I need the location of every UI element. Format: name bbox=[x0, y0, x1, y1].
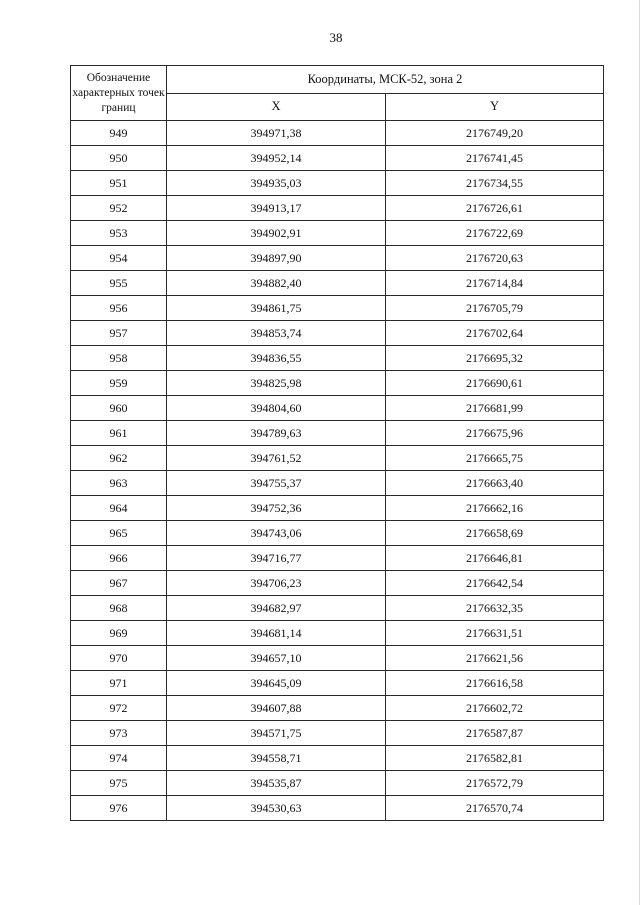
point-cell: 956 bbox=[71, 296, 167, 321]
table-row bbox=[71, 621, 604, 646]
point-cell: 976 bbox=[71, 796, 167, 821]
y-coordinate-cell: 2176663,40 bbox=[386, 471, 604, 496]
y-coordinate-cell: 2176726,61 bbox=[386, 196, 604, 221]
point-cell: 971 bbox=[71, 671, 167, 696]
x-coordinate-cell: 394607,88 bbox=[167, 696, 386, 721]
y-coordinate-cell: 2176572,79 bbox=[386, 771, 604, 796]
y-coordinate-cell: 2176695,32 bbox=[386, 346, 604, 371]
x-coordinate-cell: 394530,63 bbox=[167, 796, 386, 821]
y-coordinate-cell: 2176722,69 bbox=[386, 221, 604, 246]
point-cell: 972 bbox=[71, 696, 167, 721]
y-coordinate-cell: 2176642,54 bbox=[386, 571, 604, 596]
y-coordinate-cell: 2176690,61 bbox=[386, 371, 604, 396]
coordinates-group-header: Координаты, МСК-52, зона 2 bbox=[167, 66, 604, 94]
table-row bbox=[71, 396, 604, 421]
x-coordinate-cell: 394789,63 bbox=[167, 421, 386, 446]
table-row bbox=[71, 296, 604, 321]
y-coordinate-cell: 2176602,72 bbox=[386, 696, 604, 721]
point-cell: 968 bbox=[71, 596, 167, 621]
table-row bbox=[71, 771, 604, 796]
x-coordinate-cell: 394952,14 bbox=[167, 146, 386, 171]
point-cell: 970 bbox=[71, 646, 167, 671]
table-row bbox=[71, 446, 604, 471]
point-cell: 969 bbox=[71, 621, 167, 646]
point-cell: 949 bbox=[71, 121, 167, 146]
x-coordinate-cell: 394913,17 bbox=[167, 196, 386, 221]
point-cell: 963 bbox=[71, 471, 167, 496]
y-coordinate-cell: 2176621,56 bbox=[386, 646, 604, 671]
point-cell: 975 bbox=[71, 771, 167, 796]
x-coordinate-cell: 394853,74 bbox=[167, 321, 386, 346]
table-row bbox=[71, 496, 604, 521]
page-number: 38 bbox=[329, 30, 343, 45]
x-coordinate-cell: 394861,75 bbox=[167, 296, 386, 321]
x-coordinate-cell: 394897,90 bbox=[167, 246, 386, 271]
y-coordinate-cell: 2176714,84 bbox=[386, 271, 604, 296]
y-coordinate-cell: 2176741,45 bbox=[386, 146, 604, 171]
table-row bbox=[71, 471, 604, 496]
x-coordinate-cell: 394681,14 bbox=[167, 621, 386, 646]
table-row bbox=[71, 596, 604, 621]
table-row bbox=[71, 271, 604, 296]
table-row bbox=[71, 746, 604, 771]
x-coordinate-cell: 394645,09 bbox=[167, 671, 386, 696]
x-column-header: X bbox=[167, 93, 386, 121]
x-coordinate-cell: 394535,87 bbox=[167, 771, 386, 796]
table-row bbox=[71, 246, 604, 271]
y-coordinate-cell: 2176702,64 bbox=[386, 321, 604, 346]
table-row bbox=[71, 571, 604, 596]
y-coordinate-cell: 2176632,35 bbox=[386, 596, 604, 621]
x-coordinate-cell: 394743,06 bbox=[167, 521, 386, 546]
table-row bbox=[71, 421, 604, 446]
table-row bbox=[71, 121, 604, 146]
x-coordinate-cell: 394657,10 bbox=[167, 646, 386, 671]
point-cell: 952 bbox=[71, 196, 167, 221]
table-row bbox=[71, 721, 604, 746]
point-cell: 951 bbox=[71, 171, 167, 196]
table-row bbox=[71, 321, 604, 346]
table-row bbox=[71, 546, 604, 571]
point-cell: 964 bbox=[71, 496, 167, 521]
x-coordinate-cell: 394882,40 bbox=[167, 271, 386, 296]
y-coordinate-cell: 2176662,16 bbox=[386, 496, 604, 521]
x-coordinate-cell: 394716,77 bbox=[167, 546, 386, 571]
y-coordinate-cell: 2176749,20 bbox=[386, 121, 604, 146]
x-coordinate-cell: 394761,52 bbox=[167, 446, 386, 471]
x-coordinate-cell: 394804,60 bbox=[167, 396, 386, 421]
y-coordinate-cell: 2176665,75 bbox=[386, 446, 604, 471]
y-coordinate-cell: 2176734,55 bbox=[386, 171, 604, 196]
point-cell: 962 bbox=[71, 446, 167, 471]
table-header bbox=[71, 66, 604, 121]
table-row bbox=[71, 196, 604, 221]
table-row bbox=[71, 371, 604, 396]
header-row-top bbox=[71, 66, 604, 94]
y-coordinate-cell: 2176631,51 bbox=[386, 621, 604, 646]
y-coordinate-cell: 2176587,87 bbox=[386, 721, 604, 746]
table-row bbox=[71, 671, 604, 696]
table-row bbox=[71, 796, 604, 821]
x-coordinate-cell: 394902,91 bbox=[167, 221, 386, 246]
y-coordinate-cell: 2176658,69 bbox=[386, 521, 604, 546]
x-coordinate-cell: 394752,36 bbox=[167, 496, 386, 521]
point-cell: 961 bbox=[71, 421, 167, 446]
y-coordinate-cell: 2176675,96 bbox=[386, 421, 604, 446]
y-coordinate-cell: 2176616,58 bbox=[386, 671, 604, 696]
y-coordinate-cell: 2176582,81 bbox=[386, 746, 604, 771]
point-cell: 959 bbox=[71, 371, 167, 396]
y-coordinate-cell: 2176570,74 bbox=[386, 796, 604, 821]
point-cell: 954 bbox=[71, 246, 167, 271]
point-cell: 973 bbox=[71, 721, 167, 746]
x-coordinate-cell: 394971,38 bbox=[167, 121, 386, 146]
point-cell: 974 bbox=[71, 746, 167, 771]
y-coordinate-cell: 2176720,63 bbox=[386, 246, 604, 271]
y-coordinate-cell: 2176681,99 bbox=[386, 396, 604, 421]
point-cell: 966 bbox=[71, 546, 167, 571]
table-row bbox=[71, 646, 604, 671]
point-cell: 955 bbox=[71, 271, 167, 296]
table-row bbox=[71, 221, 604, 246]
y-coordinate-cell: 2176646,81 bbox=[386, 546, 604, 571]
point-cell: 960 bbox=[71, 396, 167, 421]
point-cell: 965 bbox=[71, 521, 167, 546]
point-cell: 967 bbox=[71, 571, 167, 596]
x-coordinate-cell: 394825,98 bbox=[167, 371, 386, 396]
point-cell: 953 bbox=[71, 221, 167, 246]
table-row bbox=[71, 171, 604, 196]
table-row bbox=[71, 146, 604, 171]
table-row bbox=[71, 696, 604, 721]
table-body bbox=[71, 121, 604, 821]
table-row bbox=[71, 521, 604, 546]
x-coordinate-cell: 394706,23 bbox=[167, 571, 386, 596]
y-column-header: Y bbox=[386, 93, 604, 121]
point-cell: 950 bbox=[71, 146, 167, 171]
x-coordinate-cell: 394755,37 bbox=[167, 471, 386, 496]
point-column-header: Обозначение характерных точек границ bbox=[71, 66, 167, 121]
point-cell: 958 bbox=[71, 346, 167, 371]
x-coordinate-cell: 394836,55 bbox=[167, 346, 386, 371]
coordinates-table bbox=[70, 65, 604, 821]
x-coordinate-cell: 394682,97 bbox=[167, 596, 386, 621]
table-row bbox=[71, 346, 604, 371]
x-coordinate-cell: 394558,71 bbox=[167, 746, 386, 771]
point-cell: 957 bbox=[71, 321, 167, 346]
x-coordinate-cell: 394571,75 bbox=[167, 721, 386, 746]
x-coordinate-cell: 394935,03 bbox=[167, 171, 386, 196]
y-coordinate-cell: 2176705,79 bbox=[386, 296, 604, 321]
